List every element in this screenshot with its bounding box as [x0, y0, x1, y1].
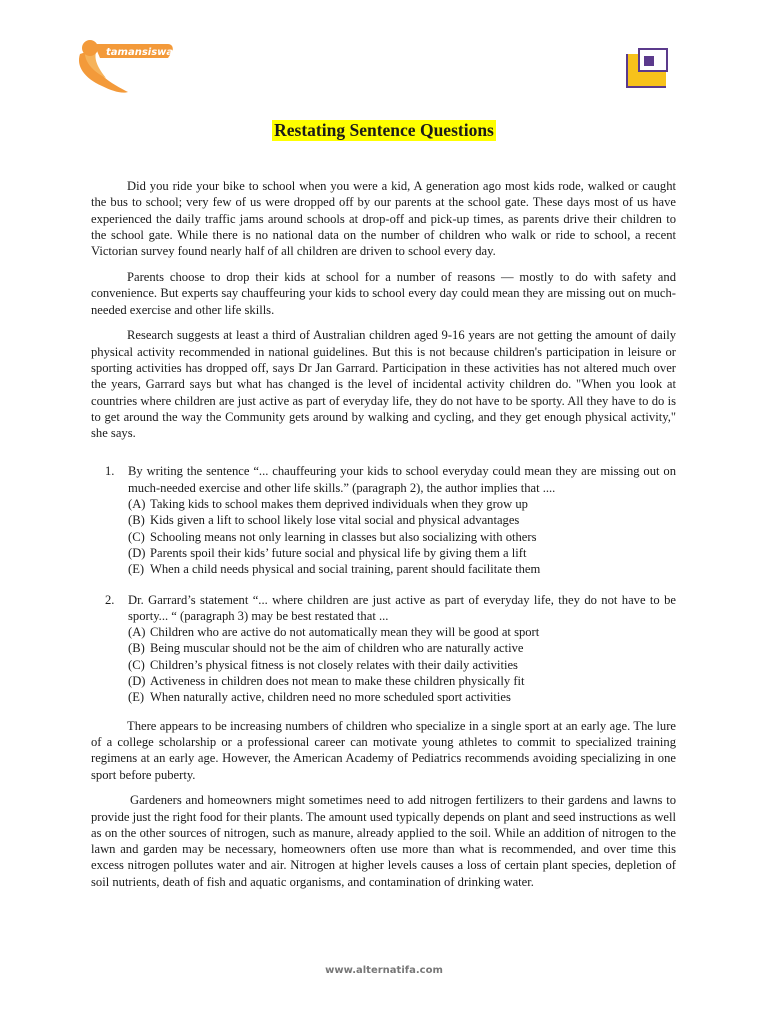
- option-text: Children’s physical fitness is not closely relates with their daily activities: [150, 657, 518, 672]
- question-stem: Dr. Garrard’s statement “... where children are just active as part of everyday life, they do not have to be sporty... “ (paragraph 3) may be best restated that ...: [128, 592, 676, 623]
- option: [128, 640, 676, 656]
- option-letter: (A): [128, 497, 146, 512]
- option: [128, 496, 676, 512]
- option-text: Children who are active do not automatically mean they will be good at sport: [150, 625, 540, 640]
- option-letter: (C): [128, 529, 145, 544]
- question-item: [91, 463, 676, 577]
- question-number: 1.: [105, 464, 115, 479]
- option-text: When a child needs physical and social training, parent should facilitate them: [150, 562, 541, 577]
- document-body: [91, 178, 676, 900]
- option-text: Being muscular should not be the aim of children who are naturally active: [150, 641, 524, 656]
- option: [128, 689, 676, 705]
- question-stem: By writing the sentence “... chauffeuring your kids to school everyday could mean they are missing out on much-needed exercise and other life skills.” (paragraph 2), the author implies that ....: [128, 464, 676, 495]
- option: [128, 624, 676, 640]
- question-number: 2.: [105, 592, 115, 607]
- title-wrap: [0, 120, 768, 141]
- option-letter: (D): [128, 545, 146, 560]
- square-logo-icon: [624, 46, 670, 90]
- option-letter: (D): [128, 674, 146, 689]
- option: [128, 545, 676, 561]
- option-letter: (B): [128, 513, 145, 528]
- paragraph: Research suggests at least a third of Australian children aged 9-16 years are not getting the amount of daily physical activity recommended in national guidelines. But this is not because children's participation in leisure or sporting activities has dropped off, says Dr Jan Garrard. Participation in these activities has not altered much over the years, Garrard says but what has changed is the level of incidental activity children do. "When you look at countries where children are just active as part of everyday life, they do not have to be sporty. All they have to do is to get around the way the Community gets around by walking and cycling, and they get enough physical activity," she says.: [91, 328, 676, 441]
- option-letter: (A): [128, 625, 146, 640]
- page-title: Restating Sentence Questions: [274, 120, 494, 140]
- option-text: Activeness in children does not mean to make these children physically fit: [150, 674, 525, 689]
- option-text: Parents spoil their kids’ future social and physical life by giving them a lift: [150, 545, 527, 560]
- question-item: [91, 592, 676, 706]
- question-list: [91, 463, 676, 705]
- paragraph: Parents choose to drop their kids at school for a number of reasons — mostly to do with safety and convenience. But experts say chauffeuring your kids to school every day could mean they are missing out on much-needed exercise and other life skills.: [91, 269, 676, 317]
- option-text: Kids given a lift to school likely lose vital social and physical advantages: [150, 513, 520, 528]
- option-letter: (B): [128, 641, 145, 656]
- option: [128, 673, 676, 689]
- option-text: When naturally active, children need no more scheduled sport activities: [150, 690, 511, 705]
- option-letter: (E): [128, 690, 145, 705]
- paragraph: Gardeners and homeowners might sometimes need to add nitrogen fertilizers to their gardens and lawns to provide just the right food for their plants. The amount used typically depends on plant and seed instructions as well as on the other sources of nitrogen, such as manure, already applied to the soil. While an addition of nitrogen to the lawn and garden may be necessary, homeowners often use more than what is recommended, and over time this excess nitrogen pollutes water and air. Nitrogen at higher levels causes a loss of certain plant species, depletion of soil nutrients, death of fish and aquatic organisms, and contamination of drinking water.: [91, 793, 676, 889]
- paragraph: There appears to be increasing numbers of children who specialize in a single sport at an early age. The lure of a college scholarship or a professional career can motivate young athletes to commit to specialized training regimens at an early age. However, the American Academy of Pediatrics recommends avoiding specializing in one sport before puberty.: [91, 718, 676, 782]
- option-letter: (C): [128, 657, 145, 672]
- option: [128, 657, 676, 673]
- option-text: Schooling means not only learning in classes but also socializing with others: [150, 529, 537, 544]
- footer-url: www.alternatifa.com: [325, 965, 443, 976]
- paragraph: Did you ride your bike to school when you were a kid, A generation ago most kids rode, walked or caught the bus to school; very few of us were dropped off by our parents at the school gate. These days most of us have experienced the daily traffic jams around schools at drop-off and pick-up times, as parents drive their children to the school gate. While there is no national data on the number of children who walk or ride to school, a recent Victorian survey found nearly half of all children are driven to school every day.: [91, 179, 676, 259]
- option-text: Taking kids to school makes them deprived individuals when they grow up: [150, 497, 528, 512]
- tamansiswa-logo: [72, 34, 176, 96]
- option: [128, 529, 676, 545]
- option-letter: (E): [128, 562, 145, 577]
- logo-text: tamansiswa: [106, 47, 174, 58]
- option: [128, 561, 676, 577]
- option: [128, 512, 676, 528]
